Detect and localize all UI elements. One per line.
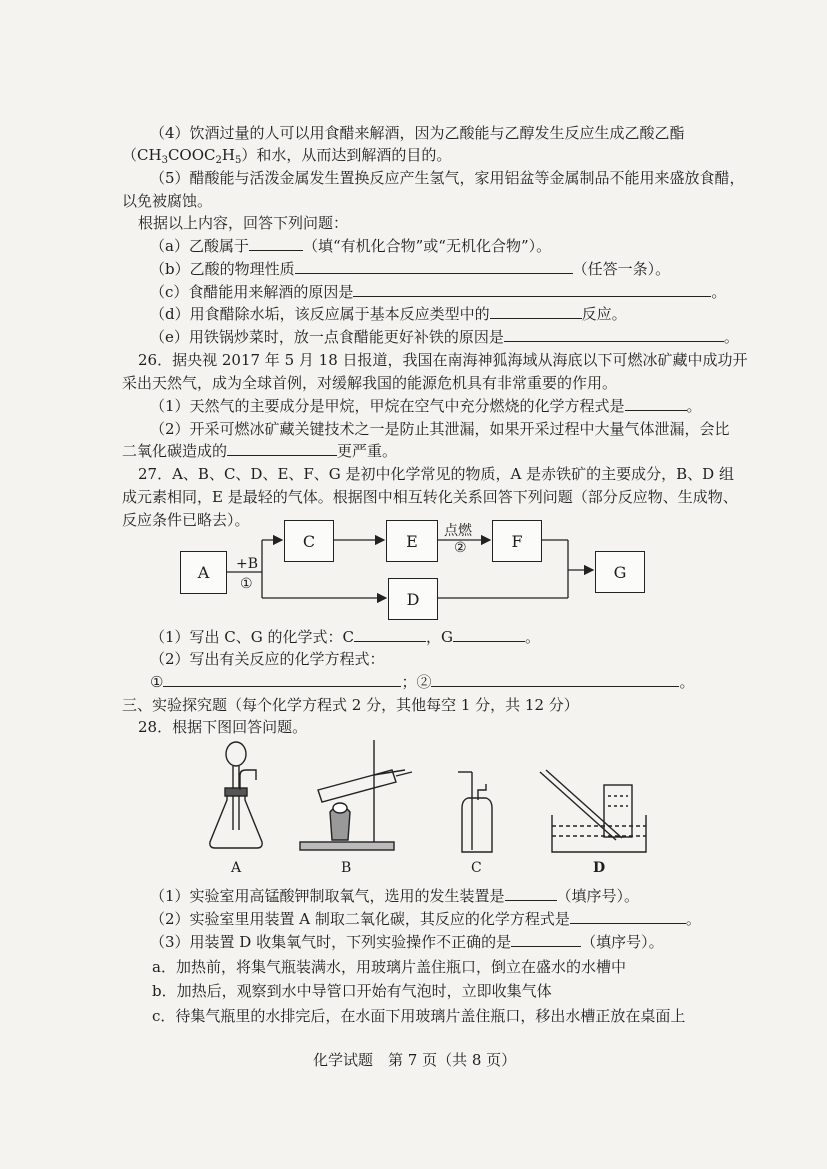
q28-title: 28．根据下图回答问题。 [138, 718, 308, 736]
apparatus-d-label: D [593, 860, 606, 876]
apparatus-d-trough-icon [540, 770, 646, 852]
answer-blank[interactable] [570, 909, 686, 924]
prompt: 。 [686, 397, 702, 415]
prompt: （2）实验室里用装置 A 制取二氧化碳，其反应的化学方程式是 [150, 910, 570, 928]
apparatus-a-flask-icon [210, 742, 262, 848]
apparatus-a-label: A [231, 860, 242, 876]
q25-p5-line2: 以免被腐蚀。 [122, 192, 213, 210]
node-d: D [388, 578, 438, 620]
q27-line2: 成元素相同，E 是最轻的气体。根据图中相互转化关系回答下列问题（部分反应物、生成物、 [122, 488, 738, 506]
prompt: （任答一条）。 [572, 260, 671, 278]
prompt: （1）写出 C、G 的化学式：C [150, 628, 355, 646]
prompt: （d）用食醋除水垢，该反应属于基本反应类型中的 [150, 305, 490, 323]
q25-p4-line1: （4）饮酒过量的人可以用食醋来解酒，因为乙酸能与乙醇发生反应生成乙酸乙酯 [150, 124, 685, 142]
q26-line2: 采出天然气，成为全球首例，对缓解我国的能源危机具有非常重要的作用。 [122, 374, 618, 392]
formula-part: （CH [122, 146, 162, 164]
prompt: 。 [723, 328, 739, 346]
prompt: （1）天然气的主要成分是甲烷，甲烷在空气中充分燃烧的化学方程式是 [150, 397, 625, 415]
section-3-heading: 三、实验探究题（每个化学方程式 2 分，其他每空 1 分，共 12 分） [122, 696, 579, 714]
formula-part: ）和水，从而达到解酒的目的。 [241, 146, 452, 164]
apparatus-b-heating-icon [300, 740, 412, 850]
subscript: 5 [234, 155, 242, 166]
q28-option-b[interactable]: b．加热后，观察到水中导管口开始有气泡时，立即收集气体 [152, 982, 552, 1000]
apparatus-c-bottle-icon [458, 772, 492, 852]
node-e: E [386, 520, 438, 562]
q28-question-1 [150, 886, 827, 906]
formula-part: COOC [167, 146, 216, 164]
prompt: 更严重。 [337, 442, 398, 460]
q26-line1: 26．据央视 2017 年 5 月 18 日报道，我国在南海神狐海域从海底以下可燃冰矿藏中成功开 [138, 351, 748, 369]
q25-intro: 根据以上内容，回答下列问题： [138, 214, 349, 232]
prompt: （填序号）。 [581, 933, 664, 951]
prompt: ① [150, 673, 164, 691]
q28-question-3 [150, 932, 827, 952]
prompt: （c）食醋能用来解酒的原因是 [150, 283, 354, 301]
node-a: A [180, 551, 227, 594]
prompt: （填“有机化合物”或“无机化合物”）。 [302, 237, 552, 255]
prompt: 。 [685, 910, 701, 928]
prompt: 。 [711, 283, 727, 301]
prompt: 反应。 [581, 305, 627, 323]
subscript: 3 [161, 155, 168, 166]
formula-part: H [221, 146, 235, 164]
prompt: ；② [401, 673, 432, 691]
prompt: （3）用装置 D 收集氧气时，下列实验操作不正确的是 [150, 933, 512, 951]
q28-question-2 [150, 909, 827, 929]
prompt: 。 [525, 628, 541, 646]
node-c: C [284, 520, 334, 562]
edge1-reagent-label: +B [236, 556, 259, 572]
q28-option-c[interactable]: c．待集气瓶里的水排完后，在水面下用玻璃片盖住瓶口，移出水槽正放在桌面上 [152, 1007, 686, 1025]
prompt: 二氧化碳造成的 [122, 442, 228, 460]
q28-option-a[interactable]: a．加热前，将集气瓶装满水，用玻璃片盖住瓶口，倒立在盛水的水槽中 [152, 958, 626, 976]
prompt: （b）乙酸的物理性质 [150, 260, 295, 278]
q27-line3: 反应条件已略去）。 [122, 511, 250, 529]
node-g: G [595, 551, 645, 593]
edge2-condition-label: 点燃 [444, 523, 472, 539]
edge1-number-label: ① [240, 576, 253, 592]
prompt: （e）用铁锅炒菜时，放一点食醋能更好补铁的原因是 [150, 328, 504, 346]
edge2-number-label: ② [454, 540, 467, 556]
node-f: F [492, 520, 542, 562]
answer-blank[interactable] [511, 932, 581, 947]
q27-line1: 27．A、B、C、D、E、F、G 是初中化学常见的物质，A 是赤铁矿的主要成分，B、D 组 [138, 465, 734, 483]
q26-question-2: （2）开采可燃冰矿藏关键技术之一是防止其泄漏，如果开采过程中大量气体泄漏，会比 [150, 420, 730, 438]
apparatus-b-label: B [341, 860, 352, 876]
subscript: 2 [215, 155, 222, 166]
apparatus-c-label: C [471, 860, 482, 876]
prompt: （a）乙酸属于 [150, 237, 249, 255]
prompt: （1）实验室用高锰酸钾制取氧气，选用的发生装置是 [150, 887, 505, 905]
q27-question-2: （2）写出有关反应的化学方程式： [150, 650, 385, 668]
answer-blank[interactable] [505, 886, 557, 901]
q25-p5-line1: （5）醋酸能与活泼金属发生置换反应产生氢气，家用铝盆等金属制品不能用来盛放食醋， [150, 169, 745, 187]
prompt: 。 [679, 673, 695, 691]
prompt: （填序号）。 [556, 887, 640, 905]
page-footer: 化学试题 第 7 页（共 8 页） [313, 1051, 517, 1069]
prompt: ，G [426, 628, 454, 646]
